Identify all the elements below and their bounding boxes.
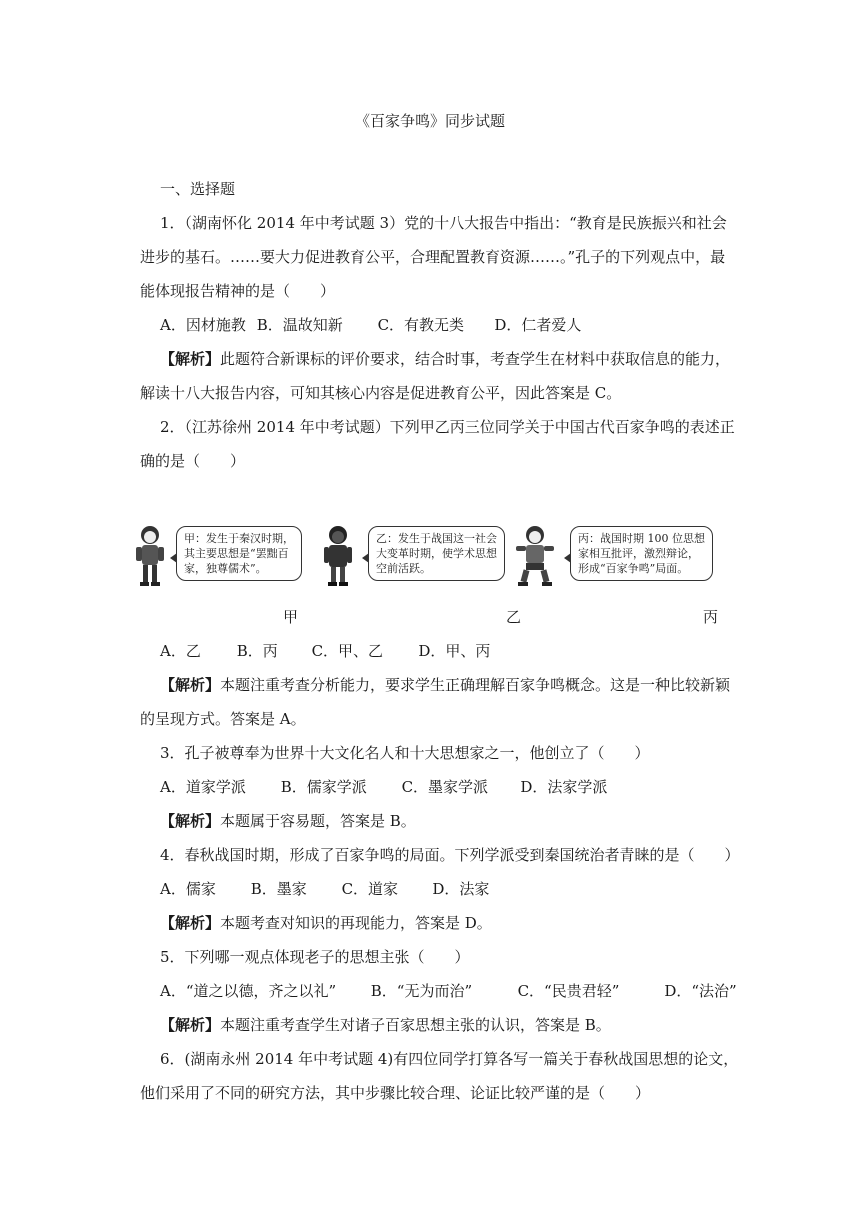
option-c: C．甲、乙 [311,642,384,660]
question-1-options [160,314,740,336]
option-d: D．法家学派 [520,778,608,796]
question-1-analysis-line-1 [160,348,740,370]
option-a: A．“道之以德，齐之以礼” [160,982,337,1000]
question-3-text: 3．孔子被尊奉为世界十大文化名人和十大思想家之一，他创立了（ ） [160,744,650,762]
student-bing-figure-icon [512,524,558,588]
question-6-text-line-2: 他们采用了不同的研究方法，其中步骤比较合理、论证比较严谨的是（ ） [140,1084,651,1102]
question-4-text: 4．春秋战国时期，形成了百家争鸣的局面。下列学派受到秦国统治者青睐的是（ ） [160,846,740,864]
option-c: C．墨家学派 [401,778,489,796]
option-a: A．儒家 [160,880,216,898]
question-1-text-line-3: 能体现报告精神的是（ ） [140,282,336,300]
option-b: B．丙 [236,642,278,660]
analysis-text: 此题符合新课标的评价要求，结合时事，考查学生在材料中获取信息的能力， [220,350,731,368]
question-5-analysis [160,1014,740,1036]
speech-bubble-jia: 甲：发生于秦汉时期， 其主要思想是“罢黜百 家，独尊儒术”。 [176,526,302,581]
label-jia: 甲 [283,608,299,626]
label-bing: 丙 [703,608,719,626]
analysis-text: 本题注重考查分析能力，要求学生正确理解百家争鸣概念。这是一种比较新颖 [220,676,731,694]
student-jia-figure-icon [134,524,166,588]
option-b: B．“无为而治” [370,982,473,1000]
question-2-text-line-1: 2．（江苏徐州 2014 年中考试题）下列甲乙丙三位同学关于中国古代百家争鸣的表述正 [160,418,735,436]
question-6-text-line-1: 6．(湖南永州 2014 年中考试题 4)有四位同学打算各写一篇关于春秋战国思想的论文， [160,1050,739,1068]
analysis-label: 【解析】 [160,676,221,694]
analysis-label: 【解析】 [160,914,221,932]
option-c: C．有教无类 [377,316,465,334]
speech-bubble-bing: 丙：战国时期 100 位思想 家相互批评，激烈辩论， 形成“百家争鸣”局面。 [570,526,713,581]
option-b: B．儒家学派 [280,778,367,796]
page-title: 《百家争鸣》同步试题 [354,112,505,130]
analysis-text: 本题考查对知识的再现能力，答案是 D。 [220,914,492,932]
analysis-text: 本题注重考查学生对诸子百家思想主张的认识，答案是 B。 [220,1016,611,1034]
question-1-text-line-2: 进步的基石。……要大力促进教育公平，合理配置教育资源……。”孔子的下列观点中，最 [140,248,726,266]
student-yi-figure-icon [322,524,354,588]
speech-bubble-yi: 乙：发生于战国这一社会 大变革时期，使学术思想 空前活跃。 [368,526,505,581]
question-2-text-line-2: 确的是（ ） [140,452,246,470]
question-4-options [160,878,740,900]
label-yi: 乙 [506,608,522,626]
student-illustration [134,520,724,592]
option-b: B．墨家 [250,880,307,898]
analysis-label: 【解析】 [160,812,221,830]
analysis-label: 【解析】 [160,1016,221,1034]
option-c: C．“民贵君轻” [517,982,620,1000]
option-d: D．仁者爱人 [494,316,582,334]
analysis-label: 【解析】 [160,350,221,368]
question-2-options [160,640,740,662]
question-1-text-line-1: 1．（湖南怀化 2014 年中考试题 3）党的十八大报告中指出：“教育是民族振兴和社会 [160,214,727,232]
question-4-analysis [160,912,740,934]
question-5-options [160,980,740,1002]
option-d: D．法家 [432,880,490,898]
question-1-analysis-line-2: 解读十八大报告内容，可知其核心内容是促进教育公平，因此答案是 C。 [140,384,622,402]
option-a: A．因材施教 [160,316,246,334]
question-5-text: 5．下列哪一观点体现老子的思想主张（ ） [160,948,470,966]
option-c: C．道家 [341,880,399,898]
option-b: B．温故知新 [256,316,343,334]
question-2-analysis-line-1 [160,674,740,696]
analysis-text: 本题属于容易题，答案是 B。 [220,812,416,830]
question-3-analysis [160,810,740,832]
option-d: D．“法治” [664,982,737,1000]
option-a: A．乙 [160,642,201,660]
question-2-analysis-line-2: 的呈现方式。答案是 A。 [140,710,306,728]
section-heading: 一、选择题 [160,180,236,198]
option-d: D．甲、丙 [418,642,491,660]
question-3-options [160,776,740,798]
option-a: A．道家学派 [160,778,246,796]
